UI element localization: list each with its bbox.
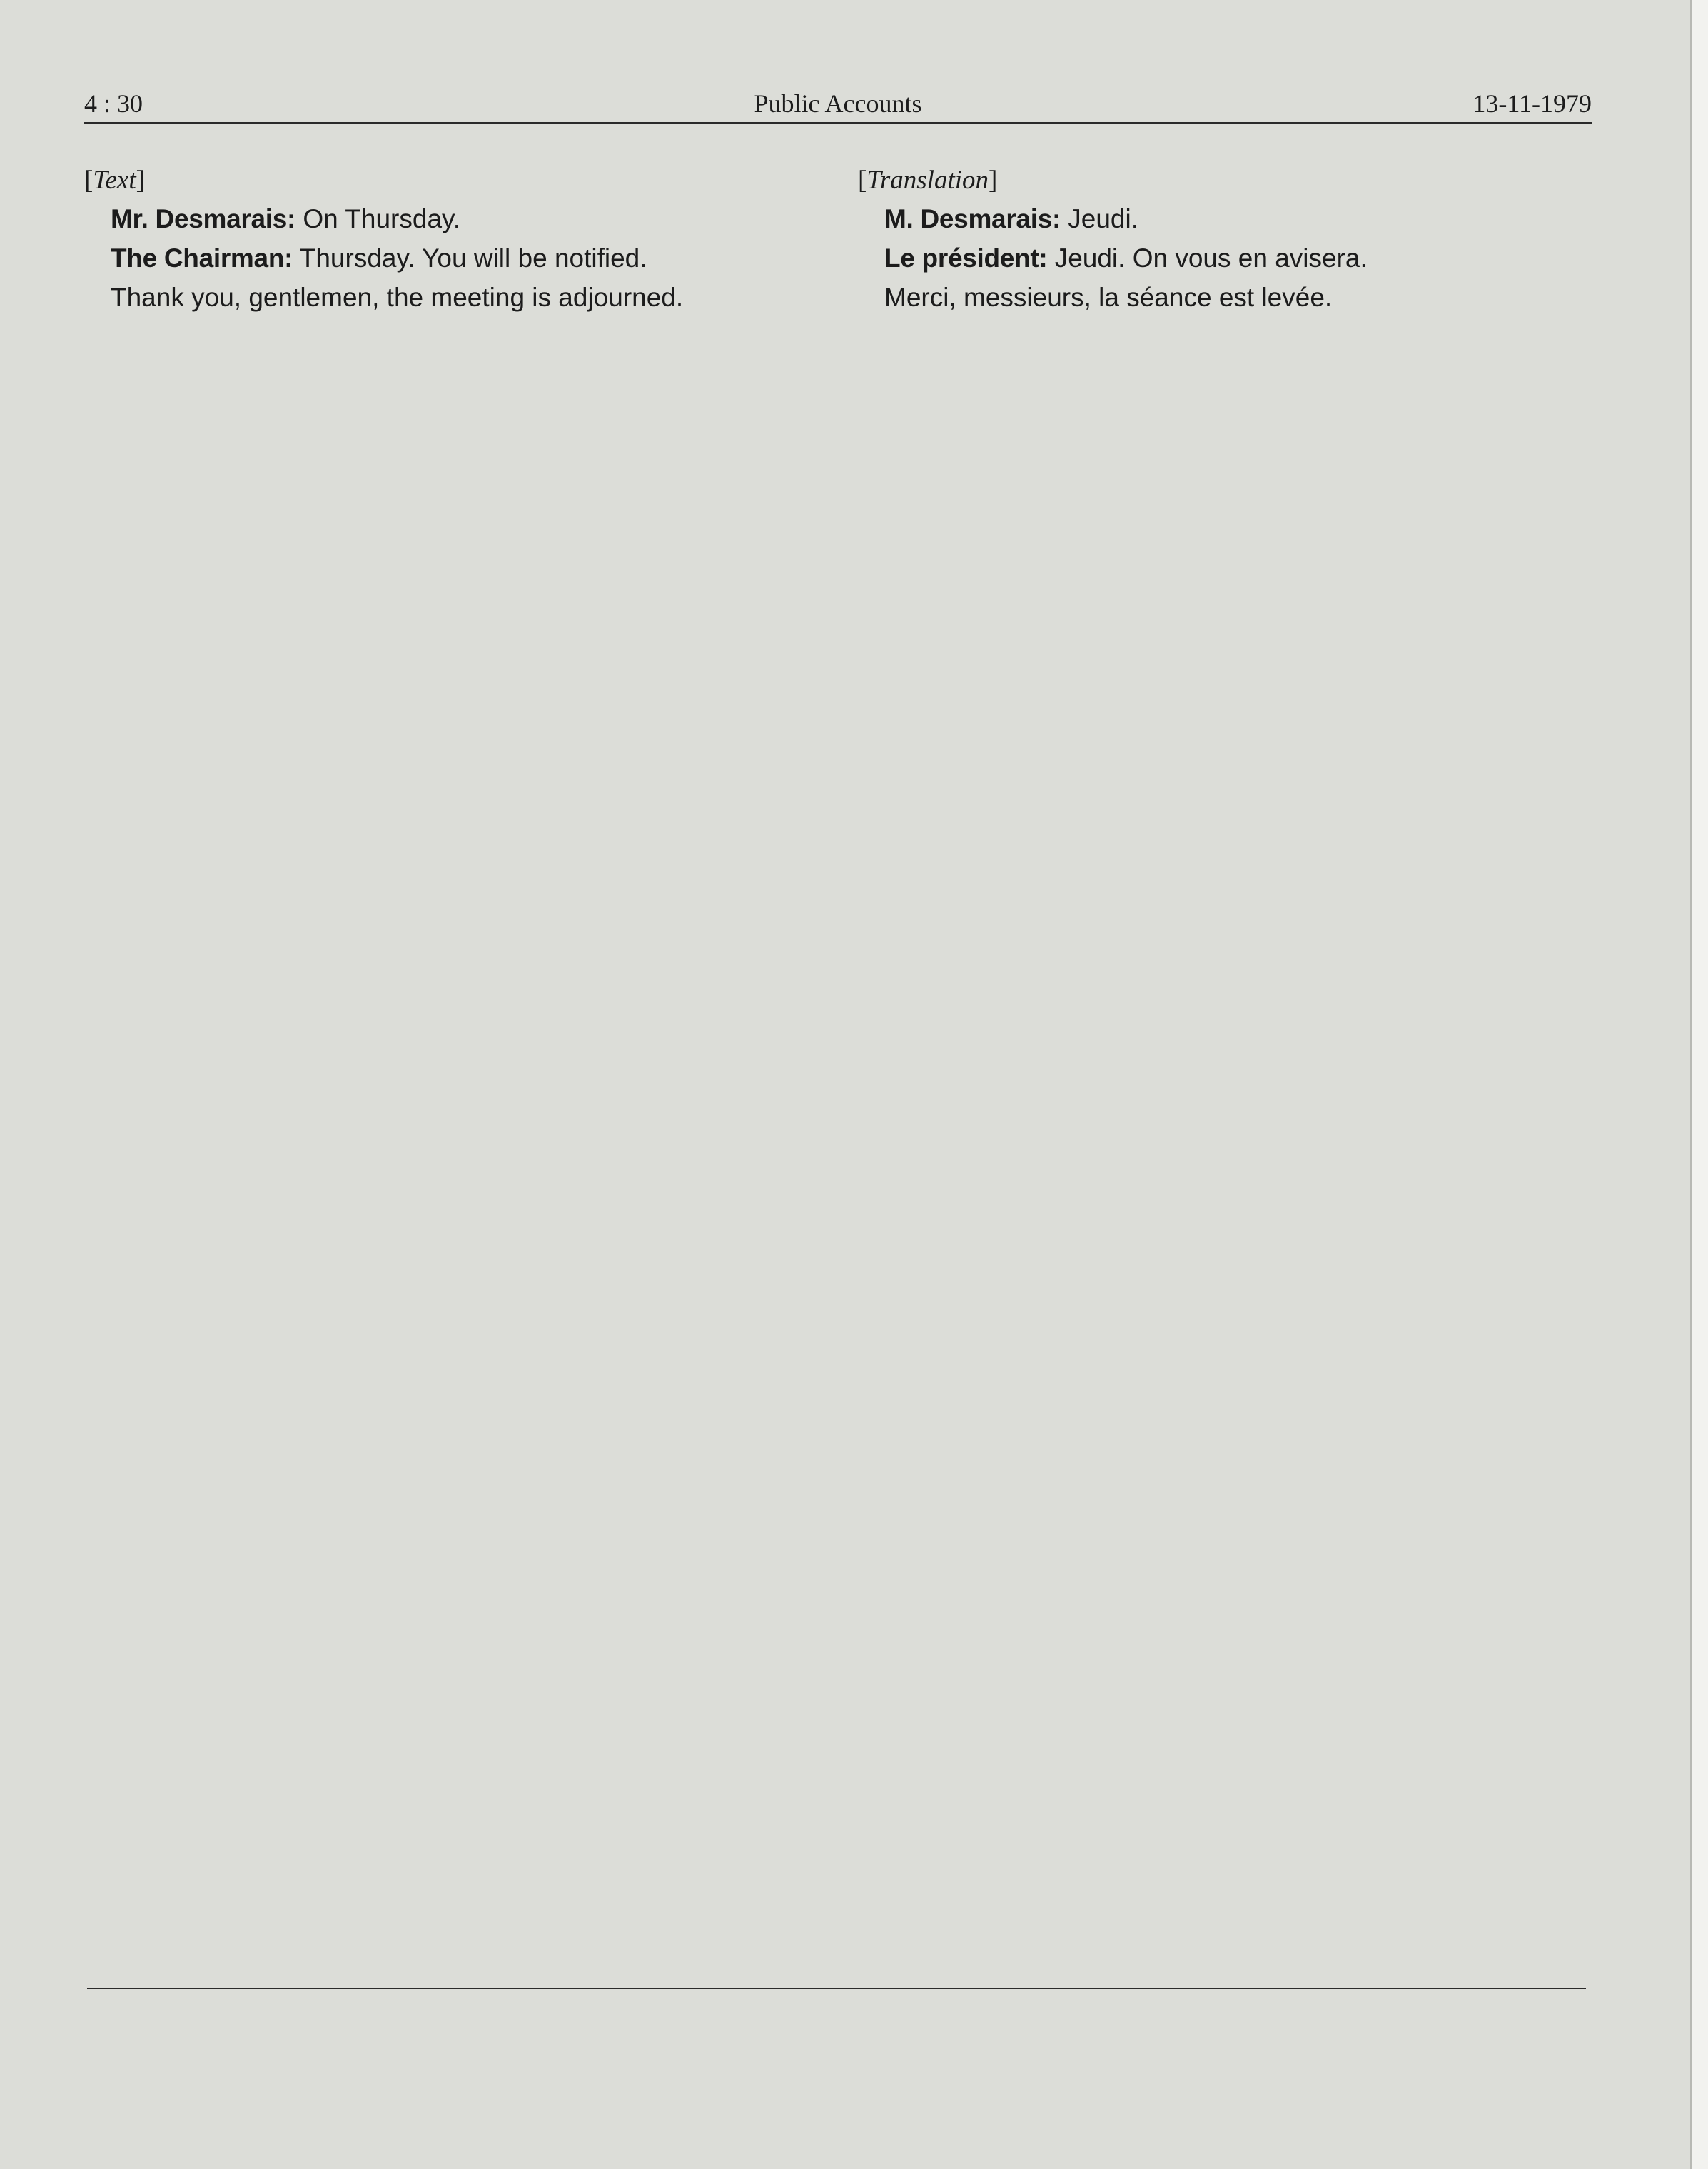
column-label: [Text] (84, 166, 145, 195)
bottom-rule (87, 1988, 1586, 1989)
transcript-entry (858, 278, 1565, 318)
speech-text: Thursday. You will be notified. (293, 243, 647, 273)
text-column (84, 161, 791, 318)
speaker-name: Le président: (884, 243, 1048, 273)
speech-text: Jeudi. On vous en avisera. (1047, 243, 1368, 273)
transcript-entry (84, 200, 791, 239)
transcript-entry (84, 278, 791, 318)
page-header (84, 87, 1592, 120)
transcript-entry (858, 239, 1565, 278)
speech-text: Thank you, gentlemen, the meeting is adjourned. (111, 283, 684, 312)
speaker-name: The Chairman: (111, 243, 293, 273)
speech-text: Jeudi. (1061, 204, 1139, 233)
publication-title: Public Accounts (754, 89, 922, 118)
column-label: [Translation] (858, 166, 998, 195)
page-number: 4 : 30 (84, 89, 143, 118)
transcript-entry (858, 200, 1565, 239)
sitting-date: 13-11-1979 (1472, 89, 1592, 118)
speech-text: Merci, messieurs, la séance est levée. (884, 283, 1333, 312)
transcript-entry (84, 239, 791, 278)
translation-column (858, 161, 1565, 318)
page-edge (1690, 0, 1708, 2169)
speech-text: On Thursday. (295, 204, 461, 233)
speaker-name: M. Desmarais: (884, 204, 1061, 233)
speaker-name: Mr. Desmarais: (111, 204, 296, 233)
header-rule (84, 122, 1592, 124)
